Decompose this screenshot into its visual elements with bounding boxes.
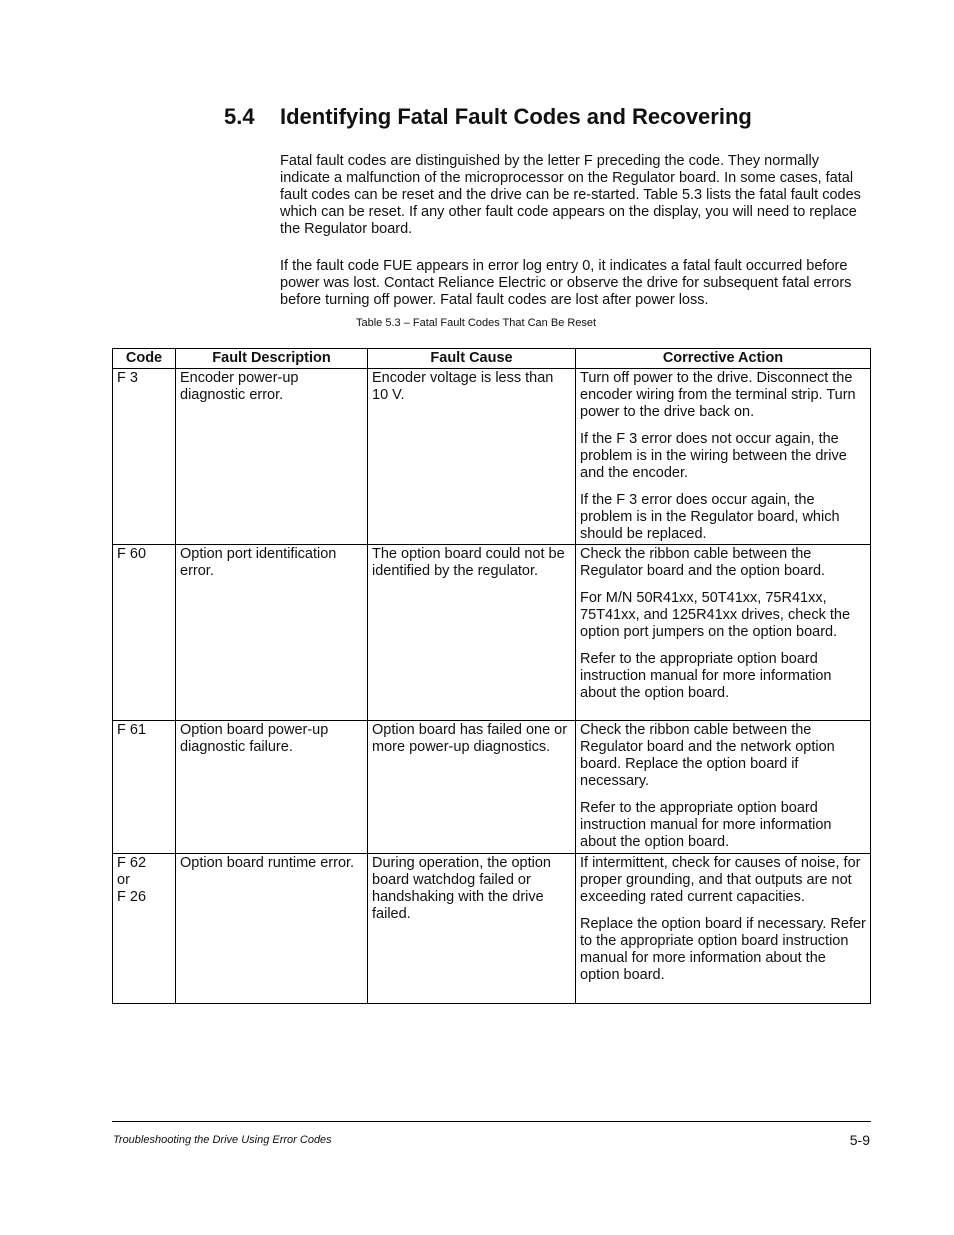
- action-paragraph: Refer to the appropriate option board instruction manual for more information about the option board.: [580, 800, 832, 850]
- cause-cell: Encoder voltage is less than 10 V.: [368, 369, 576, 545]
- action-cell: [576, 545, 871, 721]
- fue-paragraph: If the fault code FUE appears in error log entry 0, it indicates a fatal fault occurred before power was lost. Contact Reliance Electric or observe the drive for subsequent fatal errors before turning off power. Fatal fault codes are lost after power loss.: [280, 258, 852, 308]
- action-cell: [576, 854, 871, 1004]
- footer-chapter-title: Troubleshooting the Drive Using Error Codes: [113, 1134, 332, 1146]
- code-cell: [113, 854, 176, 1004]
- section-number: 5.4: [224, 104, 255, 129]
- footer-divider: [112, 1121, 871, 1122]
- table-row: [113, 721, 871, 854]
- header-code: Code: [113, 349, 176, 369]
- cause-cell: During operation, the option board watchdog failed or handshaking with the drive failed.: [368, 854, 576, 1004]
- cause-cell: The option board could not be identified by the regulator.: [368, 545, 576, 721]
- action-cell: [576, 721, 871, 854]
- action-paragraph: Replace the option board if necessary. Refer to the appropriate option board instruction manual for more information about the option board.: [580, 916, 866, 983]
- code-line: or: [117, 872, 130, 888]
- code-line: F 3: [117, 370, 138, 386]
- header-corrective-action: Corrective Action: [576, 349, 871, 369]
- section-heading: [224, 104, 752, 130]
- table-row: [113, 854, 871, 1004]
- code-cell: [113, 545, 176, 721]
- code-line: F 26: [117, 889, 147, 905]
- action-paragraph: For M/N 50R41xx, 50T41xx, 75R41xx, 75T41xx, and 125R41xx drives, check the option port jumpers on the option board.: [580, 590, 851, 640]
- fault-codes-table: [112, 348, 871, 1004]
- action-paragraph: Refer to the appropriate option board instruction manual for more information about the option board.: [580, 651, 832, 701]
- header-fault-description: Fault Description: [176, 349, 368, 369]
- action-paragraph: If the F 3 error does not occur again, the problem is in the wiring between the drive and the encoder.: [580, 431, 847, 481]
- action-paragraph: Check the ribbon cable between the Regulator board and the network option board. Replace the option board if necessary.: [580, 722, 835, 789]
- code-line: F 60: [117, 546, 147, 562]
- table-caption: Table 5.3 – Fatal Fault Codes That Can Be Reset: [356, 317, 597, 329]
- action-paragraph: Turn off power to the drive. Disconnect the encoder wiring from the terminal strip. Turn power to the drive back on.: [580, 370, 856, 420]
- description-cell: Option port identification error.: [176, 545, 368, 721]
- table-header-row: [113, 349, 871, 369]
- code-cell: [113, 369, 176, 545]
- code-cell: [113, 721, 176, 854]
- page-number: 5-9: [849, 1132, 870, 1148]
- action-paragraph: Check the ribbon cable between the Regulator board and the option board.: [580, 546, 826, 579]
- table-row: [113, 369, 871, 545]
- action-paragraph: If the F 3 error does occur again, the problem is in the Regulator board, which should be replaced.: [580, 492, 840, 542]
- description-cell: Option board runtime error.: [176, 854, 368, 1004]
- table-row: [113, 545, 871, 721]
- description-cell: Encoder power-up diagnostic error.: [176, 369, 368, 545]
- action-cell: [576, 369, 871, 545]
- code-line: F 62: [117, 855, 147, 871]
- description-cell: Option board power-up diagnostic failure.: [176, 721, 368, 854]
- header-fault-cause: Fault Cause: [368, 349, 576, 369]
- section-title: Identifying Fatal Fault Codes and Recovering: [280, 104, 752, 129]
- cause-cell: Option board has failed one or more power-up diagnostics.: [368, 721, 576, 854]
- code-line: F 61: [117, 722, 147, 738]
- intro-paragraph: Fatal fault codes are distinguished by the letter F preceding the code. They normally indicate a malfunction of the microprocessor on the Regulator board. In some cases, fatal fault codes can be reset and the drive can be re-started. Table 5.3 lists the fatal fault codes which can be reset. If any other fault code appears on the display, you will need to replace the Regulator board.: [280, 153, 861, 237]
- action-paragraph: If intermittent, check for causes of noise, for proper grounding, and that outputs are not exceeding rated current capacities.: [580, 855, 861, 905]
